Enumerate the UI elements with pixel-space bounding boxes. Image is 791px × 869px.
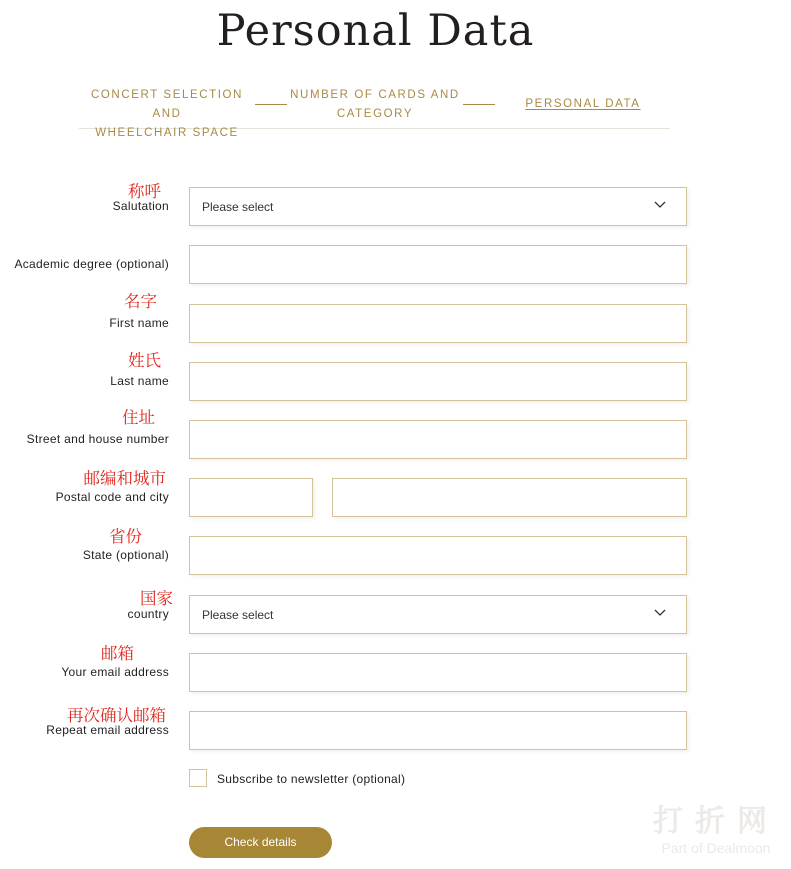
- email-note: 邮箱: [101, 644, 134, 663]
- email-repeat-label: Repeat email address: [46, 723, 169, 737]
- first-name-input[interactable]: [189, 304, 687, 343]
- step-connector: [463, 104, 495, 105]
- email-repeat-note: 再次确认邮箱: [67, 706, 166, 725]
- progress-steps: [79, 84, 670, 139]
- watermark: [652, 804, 780, 856]
- check-details-button[interactable]: Check details: [189, 827, 332, 858]
- salutation-select[interactable]: [189, 187, 687, 226]
- street-input[interactable]: [189, 420, 687, 459]
- first-name-label: First name: [109, 316, 169, 330]
- last-name-label: Last name: [110, 374, 169, 388]
- email-repeat-input[interactable]: [189, 711, 687, 750]
- step-connector: [255, 104, 287, 105]
- step-number-of-cards[interactable]: [287, 86, 463, 124]
- watermark-logo-text: 打折网: [653, 804, 779, 839]
- state-note: 省份: [109, 527, 142, 546]
- step-label-line2: WHEELCHAIR SPACE: [95, 127, 239, 139]
- state-input[interactable]: [189, 536, 687, 575]
- newsletter-checkbox[interactable]: [189, 769, 207, 787]
- salutation-note: 称呼: [128, 182, 161, 201]
- last-name-input[interactable]: [189, 362, 687, 401]
- page-title: Personal Data: [216, 6, 535, 56]
- email-label: Your email address: [61, 665, 169, 679]
- newsletter-label[interactable]: Subscribe to newsletter (optional): [217, 772, 406, 786]
- step-label-line1: CONCERT SELECTION AND: [90, 89, 244, 120]
- salutation-label: Salutation: [112, 199, 169, 213]
- state-label: State (optional): [82, 548, 169, 562]
- street-label: Street and house number: [26, 432, 169, 446]
- watermark-tagline: Part of Dealmoon: [661, 840, 771, 856]
- chevron-down-icon: [654, 201, 666, 209]
- step-label-line1: NUMBER OF CARDS AND: [290, 89, 460, 101]
- postal-code-input[interactable]: [189, 478, 313, 517]
- salutation-select-value: Please select: [202, 200, 274, 214]
- country-select-value: Please select: [202, 608, 274, 622]
- postal-city-note: 邮编和城市: [83, 469, 166, 488]
- city-input[interactable]: [332, 478, 687, 517]
- email-input[interactable]: [189, 653, 687, 692]
- country-note: 国家: [140, 589, 173, 608]
- postal-city-label: Postal code and city: [55, 490, 169, 504]
- last-name-note: 姓氏: [128, 351, 161, 370]
- street-note: 住址: [122, 408, 155, 427]
- step-concert-selection[interactable]: [79, 86, 255, 143]
- first-name-note: 名字: [124, 292, 157, 311]
- chevron-down-icon: [654, 609, 666, 617]
- academic-degree-label: Academic degree (optional): [14, 257, 169, 271]
- step-personal-data[interactable]: [495, 95, 671, 114]
- step-label-line1: PERSONAL DATA: [525, 98, 641, 110]
- academic-degree-input[interactable]: [189, 245, 687, 284]
- country-select[interactable]: [189, 595, 687, 634]
- country-label: country: [127, 607, 169, 621]
- step-label-line2: CATEGORY: [336, 108, 414, 120]
